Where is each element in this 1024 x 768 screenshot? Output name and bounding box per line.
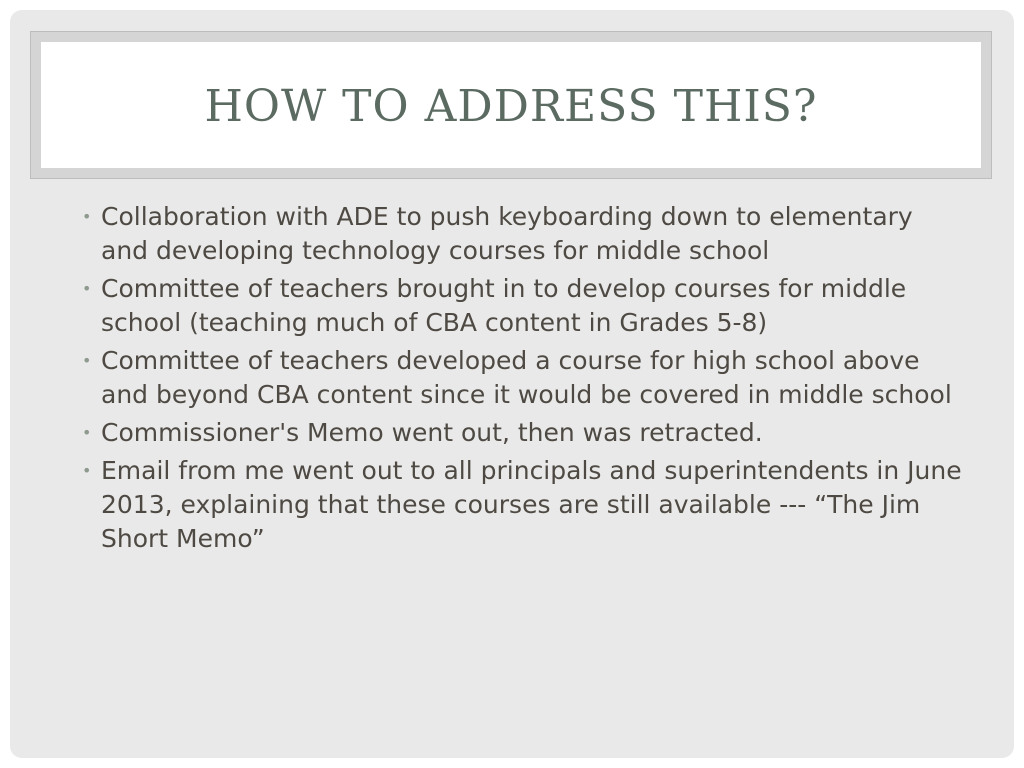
bullet-dot-icon: • xyxy=(82,423,92,442)
bullet-item xyxy=(82,344,962,412)
bullet-item xyxy=(82,454,962,556)
slide xyxy=(10,10,1014,758)
bullet-dot-icon: • xyxy=(82,351,92,370)
bullet-item xyxy=(82,416,962,450)
bullet-item xyxy=(82,272,962,340)
bullet-text: Commissioner's Memo went out, then was retracted. xyxy=(101,418,763,447)
bullet-item xyxy=(82,200,962,268)
title-frame xyxy=(30,31,992,179)
bullet-dot-icon: • xyxy=(82,461,92,480)
bullet-dot-icon: • xyxy=(82,279,92,298)
title-box xyxy=(41,42,981,168)
slide-title: HOW TO ADDRESS THIS? xyxy=(204,80,818,132)
bullet-list xyxy=(82,200,962,560)
bullet-text: Committee of teachers developed a course for high school above and beyond CBA content since it would be covered in middle school xyxy=(101,346,952,409)
bullet-text: Email from me went out to all principals and superintendents in June 2013, explaining that these courses are still available --- “The Jim Short Memo” xyxy=(101,456,962,553)
bullet-text: Committee of teachers brought in to develop courses for middle school (teaching much of CBA content in Grades 5-8) xyxy=(101,274,907,337)
bullet-text: Collaboration with ADE to push keyboarding down to elementary and developing technology courses for middle school xyxy=(101,202,913,265)
bullet-dot-icon: • xyxy=(82,207,92,226)
